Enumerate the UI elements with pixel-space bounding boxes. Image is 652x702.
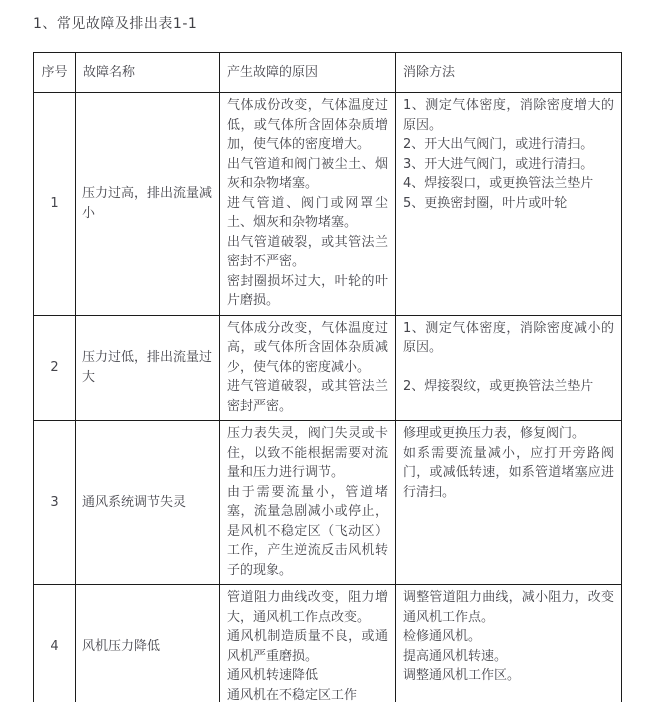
table-row bbox=[34, 585, 622, 702]
cause-cell bbox=[220, 421, 396, 585]
fault-name-cell: 通风系统调节失灵 bbox=[76, 421, 220, 585]
remedy-paragraph: 4、焊接裂口，或更换管法兰垫片 bbox=[403, 176, 594, 191]
table-row bbox=[34, 93, 622, 316]
remedy-paragraph: 1、测定气体密度，消除密度减小的原因。 bbox=[403, 320, 614, 355]
cause-paragraph: 管道阻力曲线改变，阻力增大，通风机工作点改变。 bbox=[227, 590, 388, 625]
table-header-row bbox=[34, 53, 622, 93]
remedy-paragraph: 2、开大出气阀门，或进行清扫。 bbox=[403, 137, 594, 152]
cause-cell bbox=[220, 315, 396, 421]
remedy-cell bbox=[396, 315, 622, 421]
remedy-paragraph: 3、开大进气阀门，或进行清扫。 bbox=[403, 156, 594, 172]
cause-paragraph: 气体成分改变，气体温度过高，或气体所含固体杂质减少，使气体的密度减小。 bbox=[227, 320, 388, 375]
table-row bbox=[34, 421, 622, 585]
fault-name-cell: 压力过低，排出流量过大 bbox=[76, 315, 220, 421]
cause-paragraph: 由于需要流量小，管道堵塞，流量急剧减小或停止，是风机不稳定区（飞动区）工作，产生逆流反击风机转子的现象。 bbox=[227, 484, 388, 578]
serial-cell: 3 bbox=[34, 421, 76, 585]
cause-cell bbox=[220, 93, 396, 316]
serial-cell: 4 bbox=[34, 585, 76, 702]
cause-paragraph: 压力表失灵，阀门失灵或卡住，以致不能根据需要对流量和压力进行调节。 bbox=[227, 426, 388, 480]
cause-paragraph: 通风机在不稳定区工作 bbox=[227, 687, 358, 702]
page-title: 1、常见故障及排出表1-1 bbox=[33, 16, 198, 32]
remedy-paragraph: 2、焊接裂纹，或更换管法兰垫片 bbox=[403, 379, 594, 394]
remedy-paragraph: 提高通风机转速。 bbox=[403, 648, 508, 664]
cause-paragraph: 通风机转速降低 bbox=[227, 668, 319, 683]
remedy-paragraph: 检修通风机。 bbox=[403, 629, 482, 644]
serial-cell: 2 bbox=[34, 315, 76, 421]
remedy-paragraph-spacer bbox=[403, 358, 614, 378]
cause-paragraph: 通风机制造质量不良，或通风机严重磨损。 bbox=[227, 629, 388, 664]
cause-paragraph: 出气管道和阀门被尘土、烟灰和杂物堵塞。 bbox=[227, 156, 388, 191]
serial-cell: 1 bbox=[34, 93, 76, 316]
remedy-paragraph: 如系需要流量减小，应打开旁路阀门，或减低转速，如系管道堵塞应进行清扫。 bbox=[403, 445, 614, 500]
cause-paragraph: 进气管道、阀门或网罩尘土、烟灰和杂物堵塞。 bbox=[227, 195, 388, 230]
cause-paragraph: 出气管道破裂，或其管法兰密封不严密。 bbox=[227, 234, 388, 269]
col-header-remedy: 消除方法 bbox=[396, 53, 622, 93]
col-header-fault-name: 故障名称 bbox=[76, 53, 220, 93]
cause-paragraph: 气体成份改变，气体温度过低，或气体所含固体杂质增加，使气体的密度增大。 bbox=[227, 98, 388, 152]
cause-cell bbox=[220, 585, 396, 702]
remedy-paragraph: 修理或更换压力表，修复阀门。 bbox=[403, 426, 586, 441]
col-header-serial: 序号 bbox=[34, 53, 76, 93]
remedy-cell bbox=[396, 585, 622, 702]
cause-paragraph: 进气管道破裂，或其管法兰密封严密。 bbox=[227, 379, 388, 414]
remedy-cell bbox=[396, 93, 622, 316]
fault-name-cell: 压力过高，排出流量减小 bbox=[76, 93, 220, 316]
remedy-cell bbox=[396, 421, 622, 585]
fault-name-cell: 风机压力降低 bbox=[76, 585, 220, 702]
cause-paragraph: 密封圈损坏过大，叶轮的叶片磨损。 bbox=[227, 273, 388, 308]
col-header-cause: 产生故障的原因 bbox=[220, 53, 396, 93]
table-row bbox=[34, 315, 622, 421]
fault-troubleshooting-table bbox=[33, 52, 622, 702]
remedy-paragraph: 1、测定气体密度，消除密度增大的原因。 bbox=[403, 98, 614, 133]
remedy-paragraph: 5、更换密封圈，叶片或叶轮 bbox=[403, 195, 568, 211]
remedy-paragraph: 调整通风机工作区。 bbox=[403, 668, 521, 683]
remedy-paragraph: 调整管道阻力曲线，减小阻力，改变通风机工作点。 bbox=[403, 590, 614, 625]
